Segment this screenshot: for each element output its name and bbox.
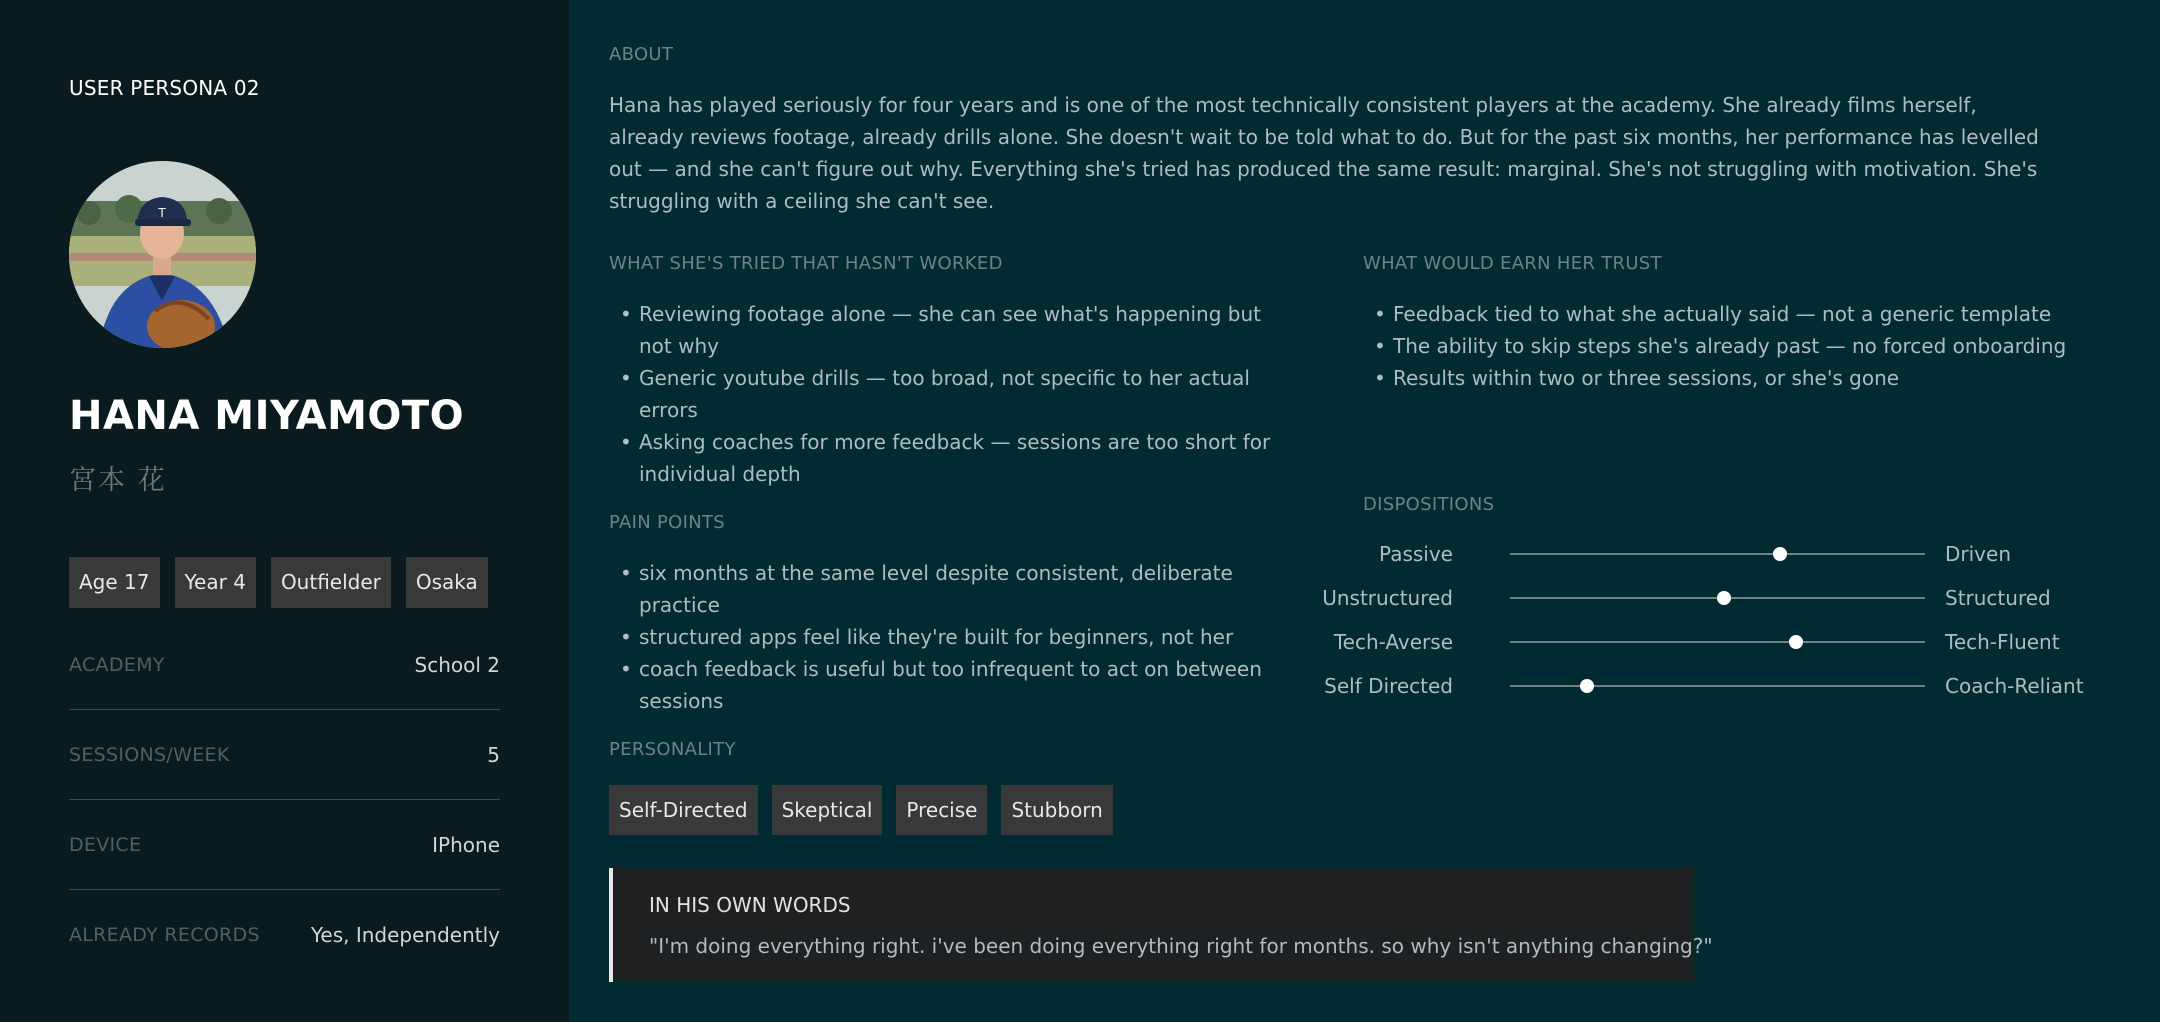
- disposition-row-coaching: [1324, 671, 2084, 701]
- meta-row-sessions: [69, 710, 500, 800]
- svg-text:T: T: [158, 206, 166, 220]
- personality-tag: Stubborn: [1001, 785, 1112, 835]
- meta-row-records: [69, 890, 500, 980]
- meta-key: ALREADY RECORDS: [69, 924, 260, 946]
- disposition-track: [1510, 685, 1925, 687]
- persona-name-japanese: 宮本 花: [69, 465, 167, 496]
- quote-title: IN HIS OWN WORDS: [649, 893, 851, 917]
- persona-label: USER PERSONA 02: [69, 76, 260, 100]
- pain-list: [609, 557, 1289, 717]
- disposition-right-label: Tech-Fluent: [1945, 630, 2060, 654]
- disposition-thumb[interactable]: [1773, 547, 1787, 561]
- about-text: Hana has played seriously for four years and is one of the most technically consistent players at the academy. She already films herself, already reviews footage, already drills alone. She doesn't wait to be told what to do. But for the past six months, her performance has levelled out — and she can't figure out why. Everything she's tried has produced the same result: marginal. She's not struggling with motivation. She's struggling with a ceiling she can't see.: [609, 93, 2039, 213]
- list-item: • The ability to skip steps she's already past — no forced onboarding: [1363, 330, 2123, 362]
- meta-key: ACADEMY: [69, 653, 165, 676]
- disposition-row-structure: [1322, 583, 2083, 613]
- quote-box: [609, 868, 1713, 982]
- meta-value: 5: [487, 742, 500, 767]
- sidebar: [0, 0, 569, 1022]
- meta-key: SESSIONS/WEEK: [69, 743, 230, 766]
- disposition-left-label: Passive: [1379, 542, 1453, 566]
- disposition-right-label: Coach-Reliant: [1945, 674, 2084, 698]
- disposition-track: [1510, 597, 1925, 599]
- disposition-track: [1510, 641, 1925, 643]
- persona-name: HANA MIYAMOTO: [69, 393, 465, 439]
- section-title-about: ABOUT: [609, 44, 674, 65]
- list-item: • structured apps feel like they're built for beginners, not her: [609, 621, 1289, 653]
- persona-meta: [69, 620, 500, 980]
- disposition-row-drive: [1363, 539, 2083, 569]
- tag-position: Outfielder: [271, 557, 391, 608]
- disposition-thumb[interactable]: [1789, 635, 1803, 649]
- tried-list: [609, 298, 1289, 490]
- persona-tags: [69, 557, 488, 608]
- section-title-tried: WHAT SHE'S TRIED THAT HASN'T WORKED: [609, 253, 1003, 274]
- avatar: [69, 161, 256, 348]
- personality-tag: Skeptical: [772, 785, 883, 835]
- list-item: • Reviewing footage alone — she can see what's happening but not why: [609, 298, 1289, 362]
- section-title-personality: PERSONALITY: [609, 739, 736, 760]
- disposition-left-label: Tech-Averse: [1333, 630, 1453, 654]
- meta-value: Yes, Independently: [310, 923, 500, 947]
- meta-row-device: [69, 800, 500, 890]
- disposition-thumb[interactable]: [1580, 679, 1594, 693]
- section-title-trust: WHAT WOULD EARN HER TRUST: [1363, 253, 1662, 274]
- tag-age: Age 17: [69, 557, 160, 608]
- personality-tag: Self-Directed: [609, 785, 758, 835]
- tag-location: Osaka: [406, 557, 488, 608]
- disposition-left-label: Unstructured: [1322, 586, 1453, 610]
- disposition-row-tech: [1333, 627, 2083, 657]
- list-item: • coach feedback is useful but too infrequent to act on between sessions: [609, 653, 1289, 717]
- section-title-dispositions: DISPOSITIONS: [1363, 494, 1495, 515]
- avatar-photo-icon: [69, 161, 256, 348]
- personality-tags: [609, 785, 1113, 835]
- disposition-left-label: Self Directed: [1324, 674, 1453, 698]
- meta-key: DEVICE: [69, 833, 142, 856]
- list-item: • Generic youtube drills — too broad, not specific to her actual errors: [609, 362, 1289, 426]
- disposition-thumb[interactable]: [1717, 591, 1731, 605]
- list-item: • Asking coaches for more feedback — sessions are too short for individual depth: [609, 426, 1289, 490]
- disposition-track: [1510, 553, 1925, 555]
- meta-row-academy: [69, 620, 500, 710]
- trust-list: [1363, 298, 2123, 394]
- disposition-right-label: Structured: [1945, 586, 2051, 610]
- list-item: • Results within two or three sessions, or she's gone: [1363, 362, 2123, 394]
- section-title-pain: PAIN POINTS: [609, 512, 726, 533]
- quote-text: "I'm doing everything right. i've been doing everything right for months. so why isn't anything changing?": [649, 934, 1713, 958]
- meta-value: IPhone: [432, 832, 500, 857]
- meta-value: School 2: [414, 652, 500, 677]
- list-item: • Feedback tied to what she actually said — not a generic template: [1363, 298, 2123, 330]
- disposition-right-label: Driven: [1945, 542, 2011, 566]
- personality-tag: Precise: [896, 785, 987, 835]
- tag-year: Year 4: [175, 557, 256, 608]
- list-item: • six months at the same level despite consistent, deliberate practice: [609, 557, 1289, 621]
